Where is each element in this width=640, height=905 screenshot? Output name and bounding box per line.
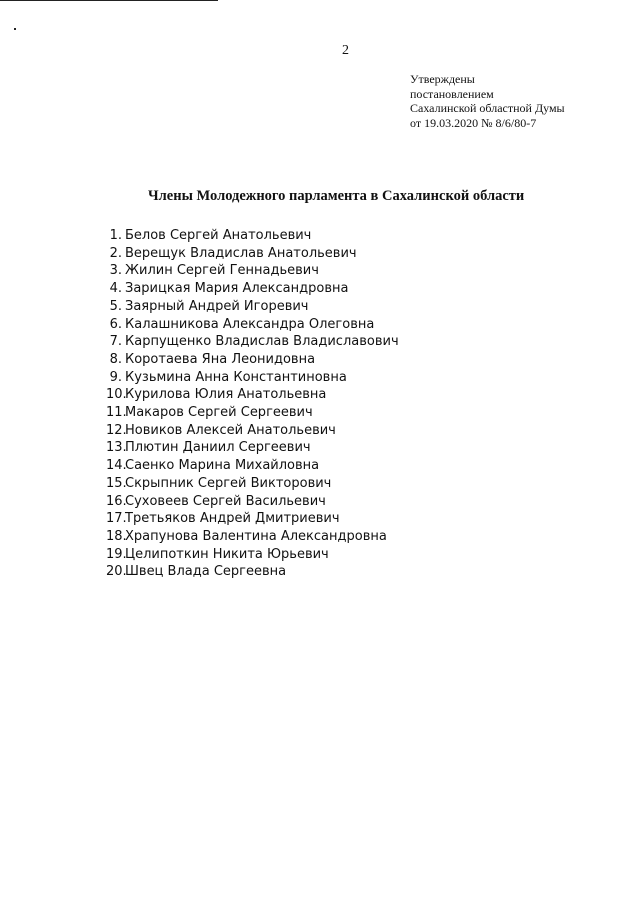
list-item-number: 19. [106,546,127,562]
list-item-name: Заярный Андрей Игоревич [125,298,309,314]
list-item-name: Новиков Алексей Анатольевич [125,422,336,438]
approval-line: от 19.03.2020 № 8/6/80-7 [410,115,537,130]
list-item-number: 20. [106,564,127,580]
list-item-name: Скрыпник Сергей Викторович [125,475,332,491]
list-item-name: Макаров Сергей Сергеевич [125,405,313,421]
list-item-number: 12. [106,422,127,438]
list-item [106,528,399,546]
list-item-number: 10. [106,387,127,403]
list-item-number: 2. [109,245,122,261]
list-item [106,457,399,475]
list-item [106,369,399,387]
list-item [106,386,399,404]
list-item [106,227,399,245]
list-item-number: 3. [109,263,122,279]
list-item-name: Верещук Владислав Анатольевич [125,245,357,261]
list-item-number: 1. [109,228,122,243]
list-item-number: 9. [109,369,122,385]
list-item-name: Коротаева Яна Леонидовна [125,351,316,367]
approval-line: Сахалинской областной Думы [410,101,565,115]
list-item-number: 6. [109,316,122,332]
list-item [106,475,399,493]
list-item [106,546,399,564]
list-item [106,298,399,316]
members-list [106,227,399,581]
list-item-number: 16. [106,493,127,509]
document-title: Члены Молодежного парламента в Сахалинской области [148,188,525,204]
list-item-number: 14. [106,458,127,474]
list-item-name: Третьяков Андрей Дмитриевич [125,511,340,527]
list-item [106,563,399,581]
list-item-number: 15. [106,475,127,491]
list-item [106,351,399,369]
approval-block [410,72,565,130]
list-item-number: 13. [106,440,127,456]
list-item-name: Калашникова Александра Олеговна [125,316,375,332]
scan-top-edge-line [0,0,218,1]
list-item-number: 17. [106,511,127,527]
list-item [106,316,399,334]
page-number: 2 [342,43,349,58]
list-item [106,280,399,298]
list-item-number: 5. [109,298,122,314]
list-item-name: Суховеев Сергей Васильевич [125,493,326,509]
list-item-number: 4. [109,281,122,297]
list-item [106,245,399,263]
list-item-name: Плютин Даниил Сергеевич [125,440,311,456]
list-item-name: Кузьмина Анна Константиновна [125,369,347,385]
list-item-name: Карпущенко Владислав Владиславович [125,334,399,350]
list-item [106,493,399,511]
list-item-number: 18. [106,528,127,544]
list-item-name: Курилова Юлия Анатольевна [125,387,327,403]
list-item [106,404,399,422]
list-item [106,439,399,457]
list-item [106,333,399,351]
list-item-name: Храпунова Валентина Александровна [125,528,387,544]
list-item-name: Саенко Марина Михайловна [125,458,320,474]
list-item-number: 11. [106,405,127,421]
list-item-name: Швец Влада Сергеевна [125,564,287,580]
scan-speck [14,28,16,30]
approval-line: Утверждены [410,72,475,86]
list-item [106,510,399,528]
list-item-name: Зарицкая Мария Александровна [125,281,349,297]
list-item-name: Жилин Сергей Геннадьевич [125,263,319,279]
approval-line: постановлением [410,86,494,101]
list-item-name: Целипоткин Никита Юрьевич [125,546,329,562]
list-item-name: Белов Сергей Анатольевич [125,228,312,243]
list-item [106,422,399,440]
list-item-number: 7. [109,334,122,350]
list-item [106,262,399,280]
list-item-number: 8. [109,351,122,367]
